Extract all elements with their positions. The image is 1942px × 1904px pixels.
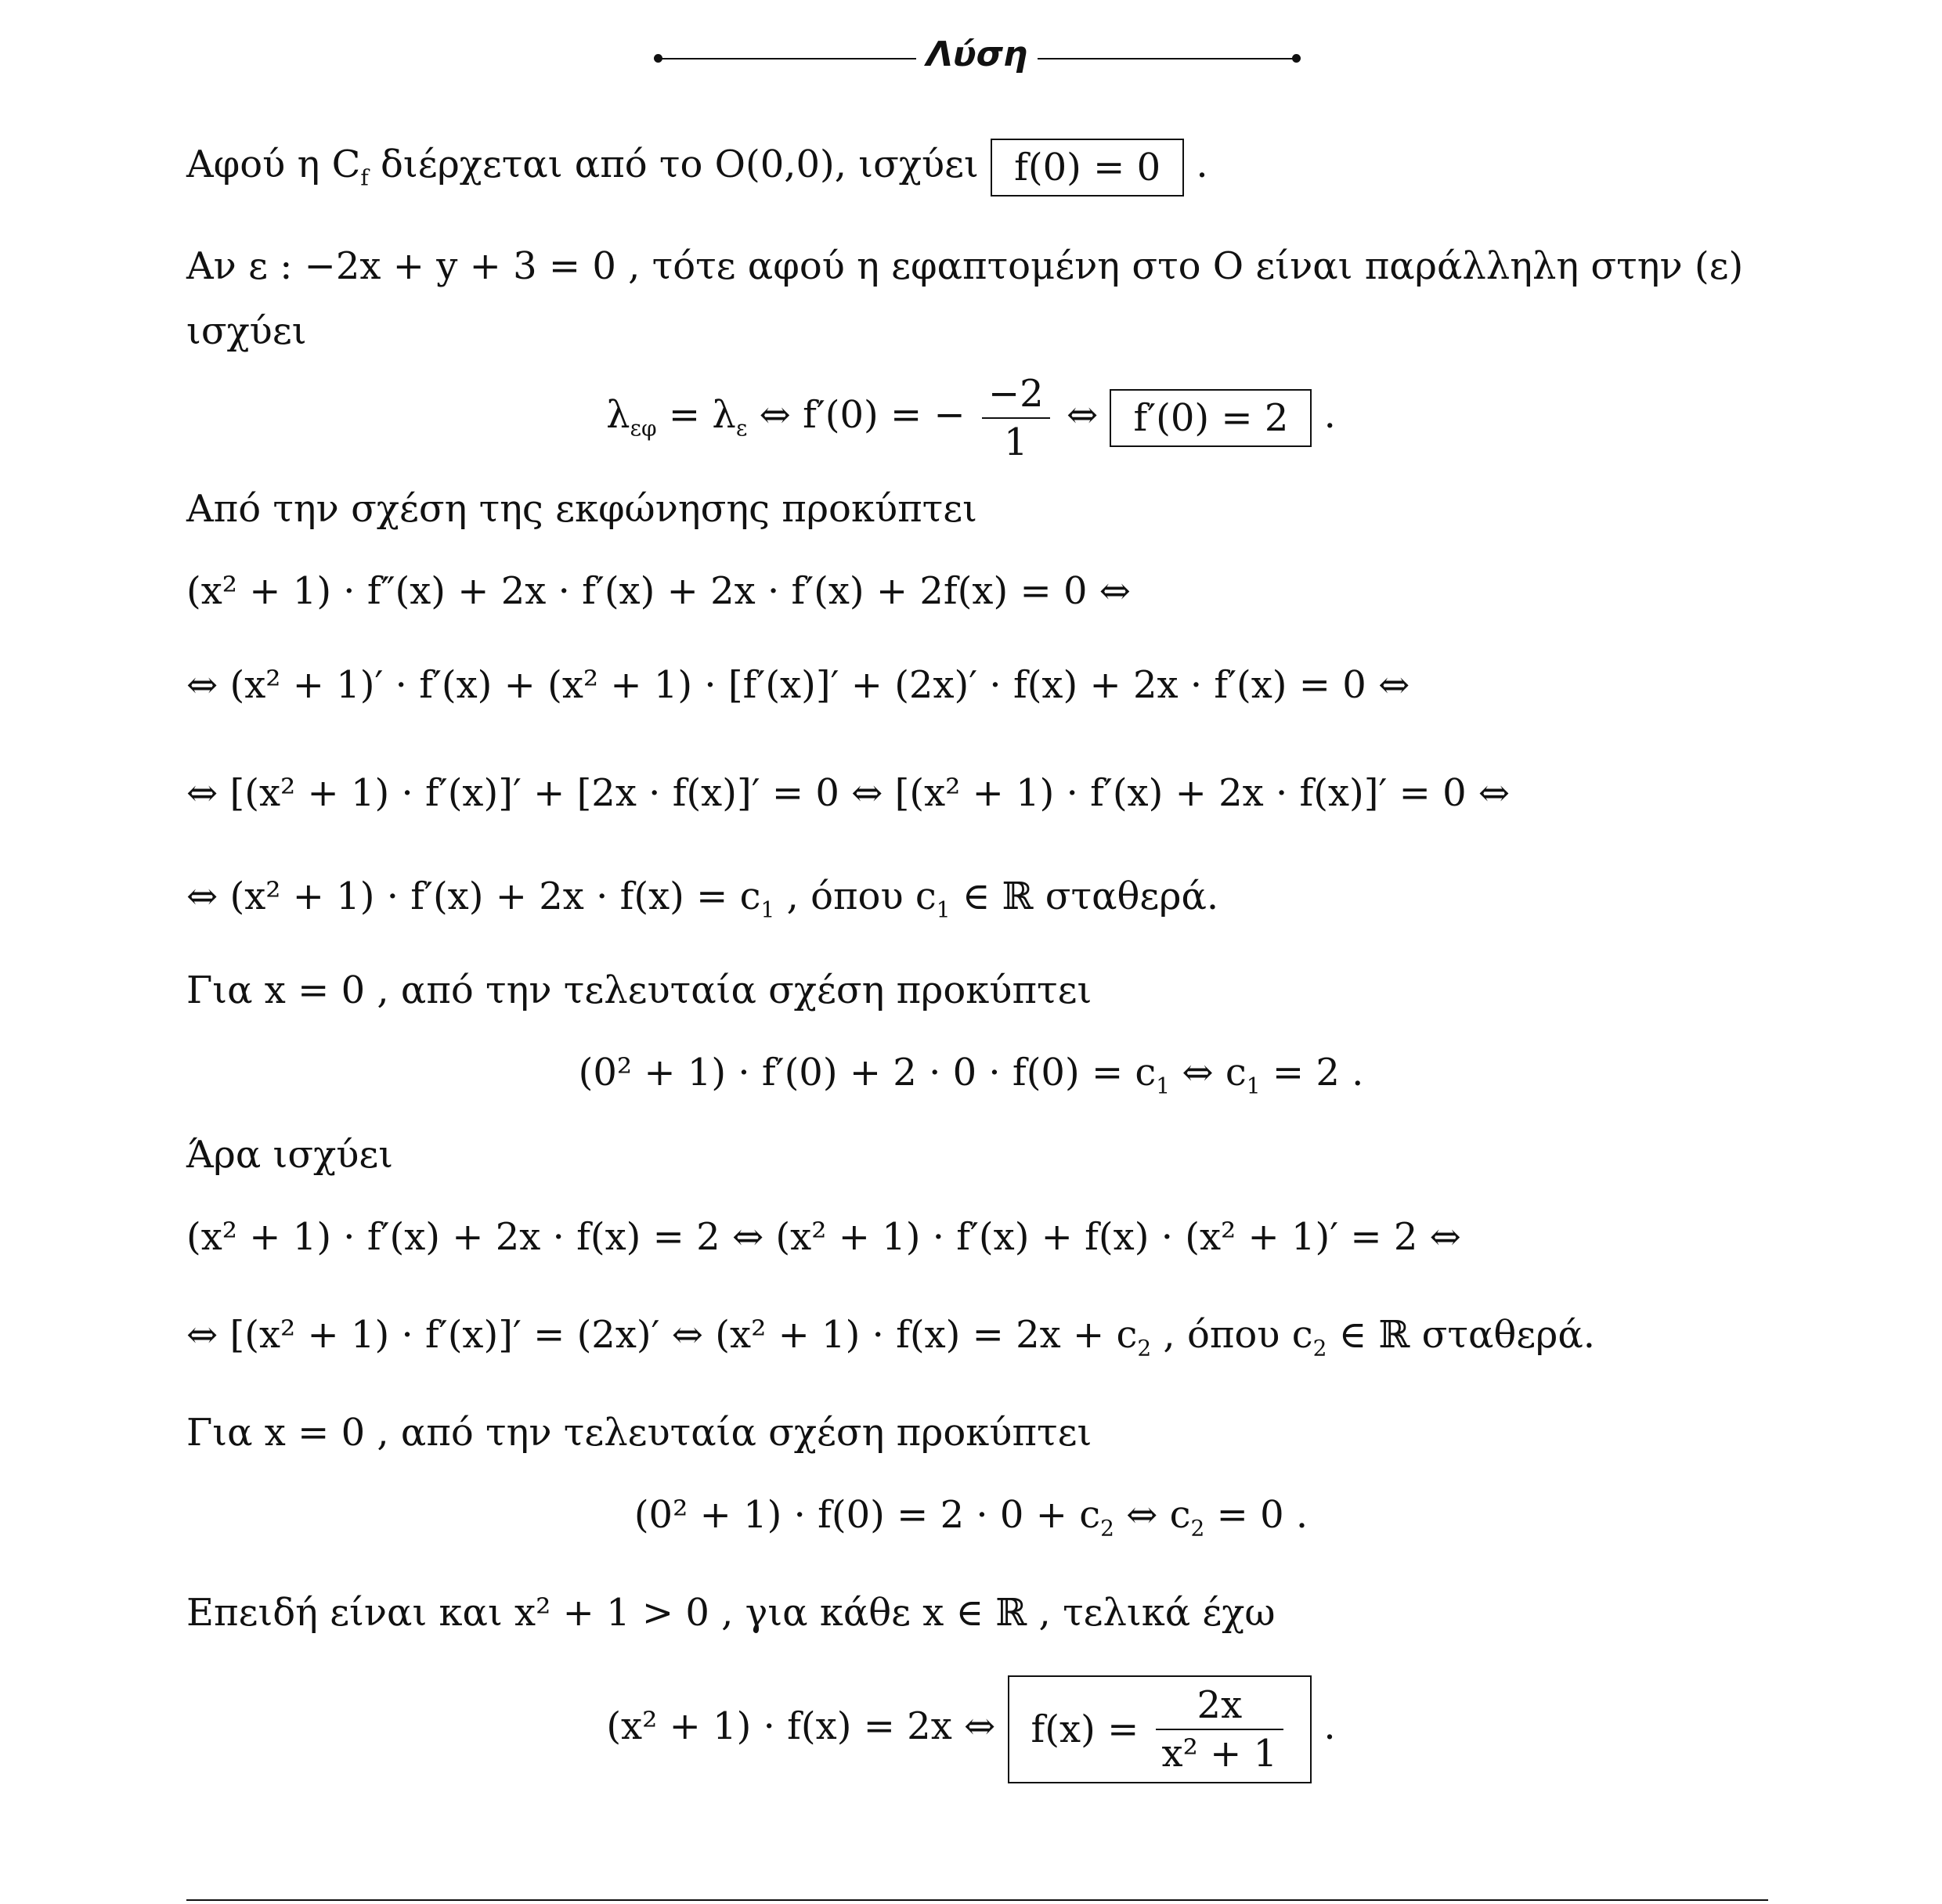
subscript: 2 xyxy=(1190,1515,1205,1542)
subscript: 2 xyxy=(1312,1335,1327,1361)
heading-dot-right xyxy=(1292,54,1301,63)
text: ⇔ c xyxy=(1170,1051,1247,1094)
line-13: (x² + 1) · f′(x) + 2x · f(x) = 2 ⇔ (x² + 1) · f′(x) + f(x) · (x² + 1)′ = 2 ⇔ xyxy=(186,1215,1461,1259)
subscript: 1 xyxy=(936,896,951,923)
text: (0² + 1) · f′(0) + 2 · 0 · f(0) = c xyxy=(578,1051,1157,1094)
subscript: 1 xyxy=(1246,1073,1261,1099)
line-3: ισχύει xyxy=(186,309,307,353)
fraction xyxy=(982,371,1050,464)
line-17: Επειδή είναι και x² + 1 > 0 , για κάθε x ∈ ℝ , τελικά έχω xyxy=(186,1591,1276,1635)
heading-title: Λύση xyxy=(926,34,1028,74)
text: ⇔ xyxy=(1054,393,1110,437)
text: f(x) = xyxy=(1031,1707,1151,1751)
solution-heading xyxy=(0,34,1942,81)
text: ⇔ c xyxy=(1114,1493,1191,1537)
text: διέρχεται από το O(0,0), ισχύει xyxy=(368,142,991,186)
bracket-term: [(x² + 1) · f′(x)]′ xyxy=(229,1313,522,1357)
boxed-final-result xyxy=(1008,1675,1312,1783)
line-5: Από την σχέση της εκφώνησης προκύπτει xyxy=(186,487,977,531)
text: . xyxy=(1184,142,1208,186)
text: ⇔ xyxy=(186,771,230,815)
line-16 xyxy=(0,1480,1942,1550)
bracket-term: [(x² + 1) · f′(x) + 2x · f(x)]′ xyxy=(894,771,1388,815)
subscript: 2 xyxy=(1100,1515,1114,1542)
denominator: 1 xyxy=(1004,420,1028,464)
subscript: f xyxy=(360,164,369,191)
boxed-result: f(0) = 0 xyxy=(991,139,1184,197)
line-11 xyxy=(0,1037,1942,1108)
bracket-term: [2x · f(x)]′ xyxy=(576,771,760,815)
text: = λ xyxy=(656,393,736,437)
text: ∈ ℝ σταθερά. xyxy=(950,874,1219,918)
text: . xyxy=(1312,393,1336,437)
line-18 xyxy=(0,1660,1942,1793)
footer-rule xyxy=(186,1899,1768,1901)
numerator: 2x xyxy=(1156,1686,1284,1730)
text: + (2x)′ · f(x) + 2x · f′(x) = 0 ⇔ xyxy=(839,663,1410,707)
text: = (2x)′ ⇔ (x² + 1) · f(x) = 2x + c xyxy=(521,1313,1138,1357)
text: (x² + 1) · f(x) = 2x ⇔ xyxy=(606,1704,1008,1748)
line-4 xyxy=(0,368,1942,462)
line-6: (x² + 1) · f″(x) + 2x · f′(x) + 2x · f′(x) + 2f(x) = 0 ⇔ xyxy=(186,569,1131,613)
heading-rule-right xyxy=(1038,58,1296,60)
text: , όπου c xyxy=(1151,1313,1313,1357)
numerator: −2 xyxy=(982,375,1050,419)
line-8 xyxy=(186,758,1768,828)
text: ⇔ (x² + 1) · f′(x) + 2x · f(x) = c xyxy=(186,874,761,918)
text: , όπου c xyxy=(774,874,937,918)
text: λ xyxy=(606,393,630,437)
line-15: Για x = 0 , από την τελευταία σχέση προκύπτει xyxy=(186,1411,1092,1455)
line-10: Για x = 0 , από την τελευταία σχέση προκύπτει xyxy=(186,968,1092,1012)
text: = 0 ⇔ xyxy=(760,771,895,815)
line-2: Αν ε : −2x + y + 3 = 0 , τότε αφού η εφαπτομένη στο O είναι παράλληλη στην (ε) xyxy=(186,244,1744,288)
text: + xyxy=(521,771,577,815)
line-12: Άρα ισχύει xyxy=(186,1133,394,1177)
line-1 xyxy=(186,129,1768,200)
line-14 xyxy=(186,1300,1768,1370)
text: Αφού η C xyxy=(186,142,361,186)
line-7 xyxy=(186,650,1768,720)
bracket-term: [f′(x)]′ xyxy=(727,663,839,707)
text: = 0 ⇔ xyxy=(1387,771,1511,815)
subscript: ε xyxy=(735,415,748,442)
bracket-term: [(x² + 1) · f′(x)]′ xyxy=(229,771,522,815)
text: ⇔ (x² + 1)′ · f′(x) + (x² + 1) · xyxy=(186,663,728,707)
line-9 xyxy=(186,861,1768,932)
text: . xyxy=(1312,1704,1336,1748)
denominator: x² + 1 xyxy=(1161,1731,1278,1776)
text: ⇔ xyxy=(186,1313,230,1357)
text: ∈ ℝ σταθερά. xyxy=(1327,1313,1596,1357)
heading-rule-left xyxy=(658,58,916,60)
text: = 0 . xyxy=(1204,1493,1309,1537)
text: (0² + 1) · f(0) = 2 · 0 + c xyxy=(633,1493,1101,1537)
subscript: 2 xyxy=(1137,1335,1152,1361)
text: ⇔ f′(0) = − xyxy=(747,393,977,437)
boxed-result: f′(0) = 2 xyxy=(1110,389,1312,447)
subscript: εφ xyxy=(630,415,657,442)
subscript: 1 xyxy=(760,896,775,923)
text: = 2 . xyxy=(1260,1051,1364,1094)
fraction xyxy=(1156,1682,1284,1776)
subscript: 1 xyxy=(1156,1073,1171,1099)
